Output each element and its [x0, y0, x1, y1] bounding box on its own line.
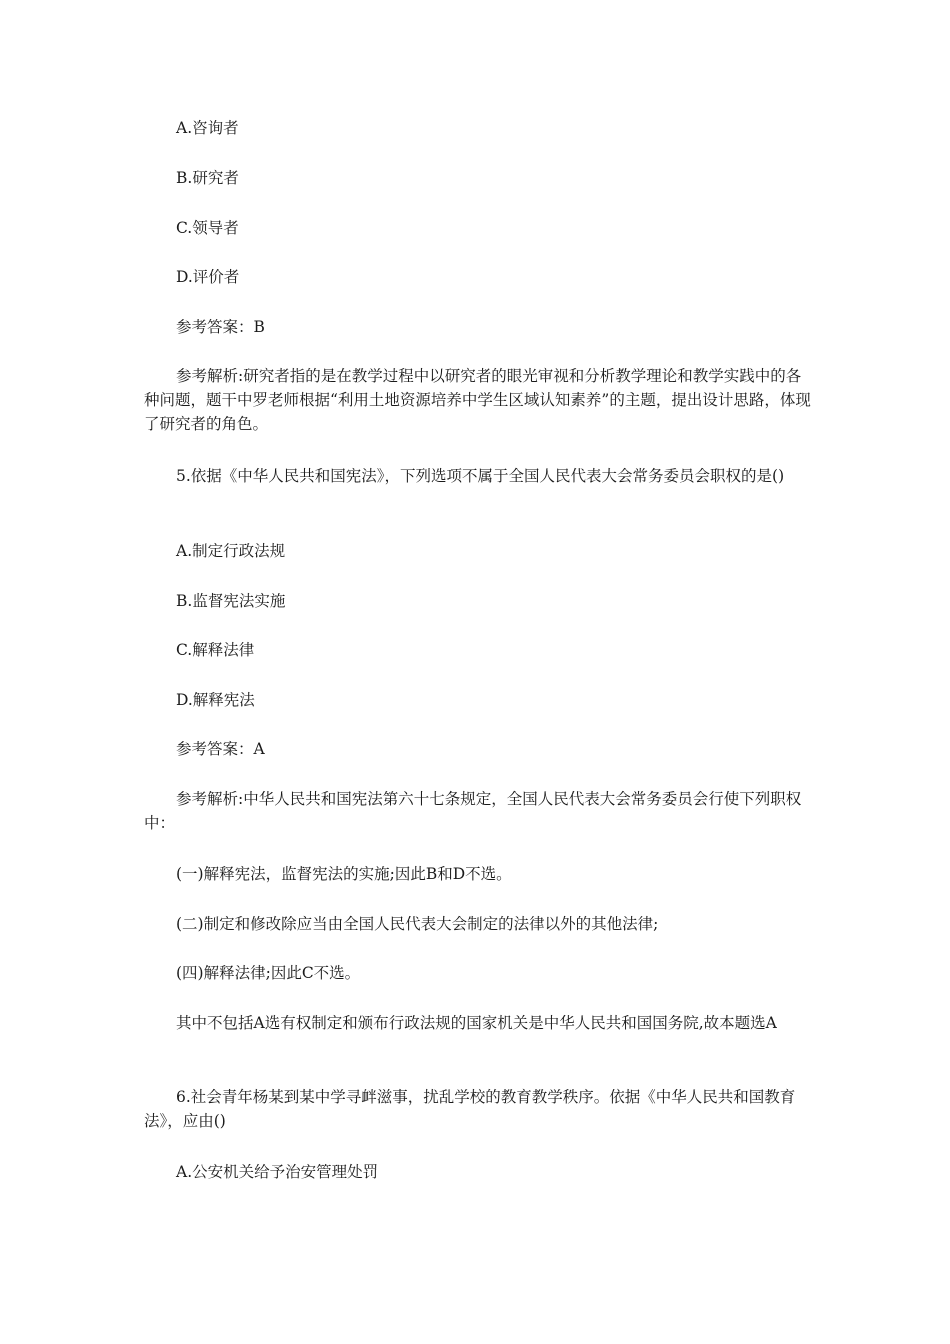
- option-d: D.解释宪法: [176, 691, 255, 709]
- reference-analysis: 参考解析:研究者指的是在教学过程中以研究者的眼光审视和分析教学理论和教学实践中的各种问题，题干中罗老师根据“利用土地资源培养中学生区域认知素养”的主题，提出设计思路，体现了研究者的角色。: [144, 367, 811, 433]
- option-c: C.领导者: [176, 219, 239, 237]
- option-a: A.制定行政法规: [176, 542, 286, 560]
- option-c: C.解释法律: [176, 641, 255, 659]
- question-5: 5.依据《中华人民共和国宪法》，下列选项不属于全国人民代表大会常务委员会职权的是(): [176, 467, 785, 485]
- option-a: A.咨询者: [176, 119, 239, 137]
- option-b: B.研究者: [176, 169, 239, 187]
- analysis-conclusion: 其中不包括A选有权制定和颁布行政法规的国家机关是中华人民共和国国务院,故本题选A: [176, 1014, 777, 1032]
- analysis-item: (一)解释宪法，监督宪法的实施;因此B和D不选。: [176, 865, 512, 883]
- question-6: 6.社会青年杨某到某中学寻衅滋事，扰乱学校的教育教学秩序。依据《中华人民共和国教育法》，应由(): [144, 1088, 796, 1130]
- option-b: B.监督宪法实施: [176, 592, 286, 610]
- analysis-item: (二)制定和修改除应当由全国人民代表大会制定的法律以外的其他法律;: [176, 915, 659, 933]
- reference-answer: 参考答案：B: [176, 318, 265, 336]
- option-d: D.评价者: [176, 268, 240, 286]
- reference-analysis: 参考解析:中华人民共和国宪法第六十七条规定，全国人民代表大会常务委员会行使下列职权中：: [144, 790, 802, 832]
- option-a: A.公安机关给予治安管理处罚: [176, 1163, 379, 1181]
- reference-answer: 参考答案：A: [176, 740, 265, 758]
- analysis-item: (四)解释法律;因此C不选。: [176, 964, 361, 982]
